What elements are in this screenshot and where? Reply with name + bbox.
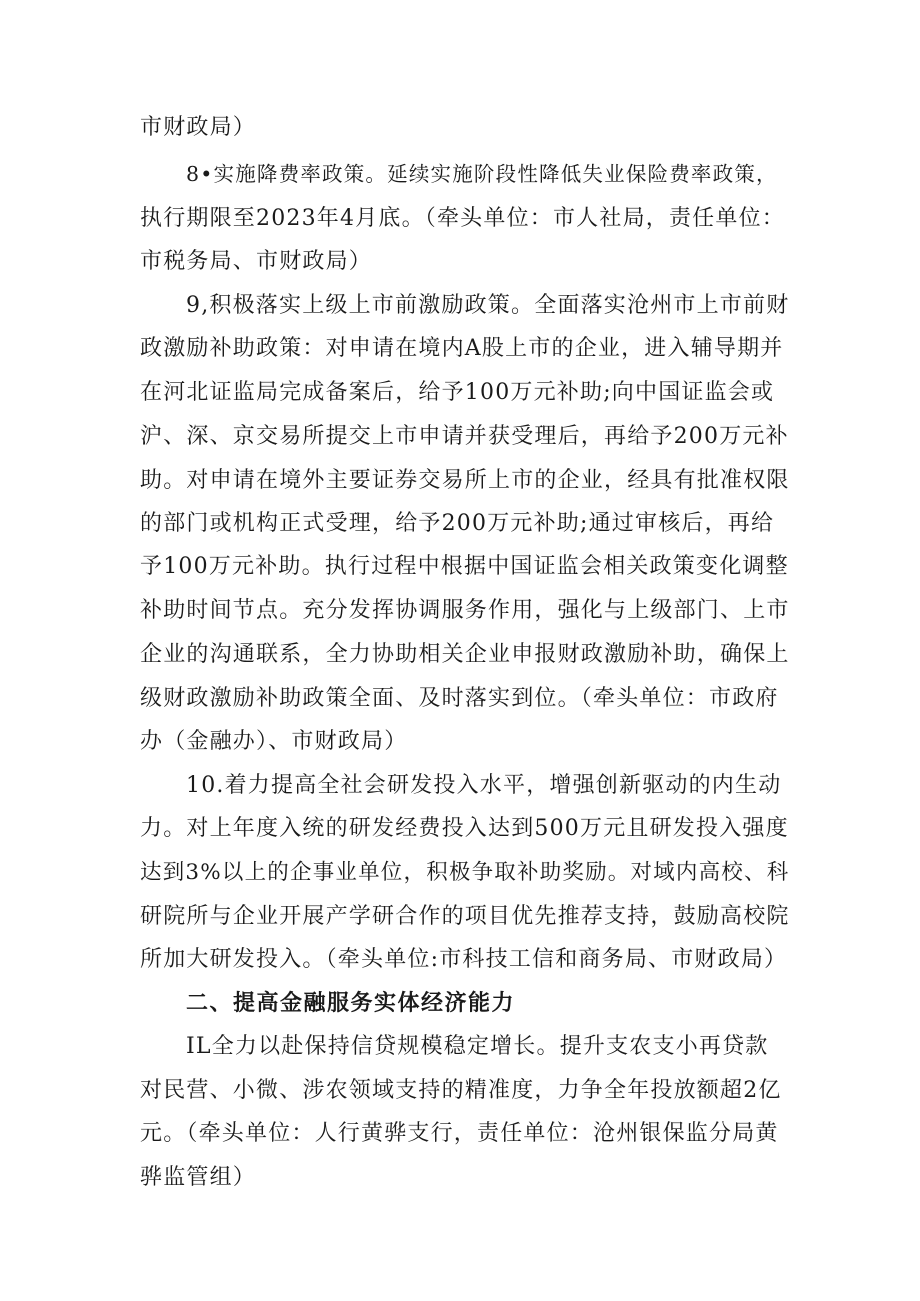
paragraph-line: 助。对申请在境外主要证券交易所上市的企业，经具有批准权限 xyxy=(140,468,790,493)
paragraph-line: IL全力以赴保持信贷规模稳定增长。提升支农支小再贷款 xyxy=(186,1034,769,1059)
paragraph-line: 骅监管组） xyxy=(140,1165,257,1190)
paragraph-line: 沪、深、京交易所提交上市申请并获受理后，再给予200万元补 xyxy=(140,424,789,449)
paragraph-line: 力。对上年度入统的研发经费投入达到500万元且研发投入强度 xyxy=(140,816,789,841)
paragraph-line: 研院所与企业开展产学研合作的项目优先推荐支持，鼓励高校院 xyxy=(140,904,790,929)
paragraph-line: 办（金融办）、市财政局） xyxy=(140,729,408,754)
paragraph-line: 在河北证监局完成备案后，给予100万元补助;向中国证监会或 xyxy=(140,380,775,405)
paragraph-line: 市税务局、市财政局） xyxy=(140,249,373,274)
paragraph-line: 执行期限至2023年4月底。（牵头单位：市人社局，责任单位： xyxy=(140,206,785,231)
paragraph-line: 达到3%以上的企事业单位，积极争取补助奖励。对域内高校、科 xyxy=(140,860,790,885)
paragraph-line: 政激励补助政策：对申请在境内A股上市的企业，进入辅导期并 xyxy=(140,336,784,361)
paragraph-line: 级财政激励补助政策全面、及时落实到位。（牵头单位：市政府 xyxy=(140,686,779,711)
paragraph-line: 所加大研发投入。（牵头单位:市科技工信和商务局、市财政局） xyxy=(140,947,788,972)
paragraph-line: 9,积极落实上级上市前激励政策。全面落实沧州市上市前财 xyxy=(186,293,790,318)
paragraph-line: 市财政局） xyxy=(140,115,257,140)
section-heading: 二、提高金融服务实体经济能力 xyxy=(186,991,516,1016)
paragraph-line: 的部门或机构正式受理，给予200万元补助;通过审核后，再给 xyxy=(140,511,775,536)
paragraph-line: 元。（牵头单位：人行黄骅支行，责任单位：沧州银保监分局黄 xyxy=(140,1121,779,1146)
paragraph-line: 8•实施降费率政策。延续实施阶段性降低失业保险费率政策， xyxy=(186,162,778,186)
paragraph-line: 企业的沟通联系，全力协助相关企业申报财政激励补助，确保上 xyxy=(140,642,790,667)
paragraph-line: 10.着力提高全社会研发投入水平，增强创新驱动的内生动 xyxy=(186,773,782,798)
paragraph-line: 予100万元补助。执行过程中根据中国证监会相关政策变化调整 xyxy=(140,554,789,579)
paragraph-line: 对民营、小微、涉农领域支持的精准度，力争全年投放额超2亿 xyxy=(140,1078,782,1103)
paragraph-line: 补助时间节点。充分发挥协调服务作用，强化与上级部门、上市 xyxy=(140,598,790,623)
